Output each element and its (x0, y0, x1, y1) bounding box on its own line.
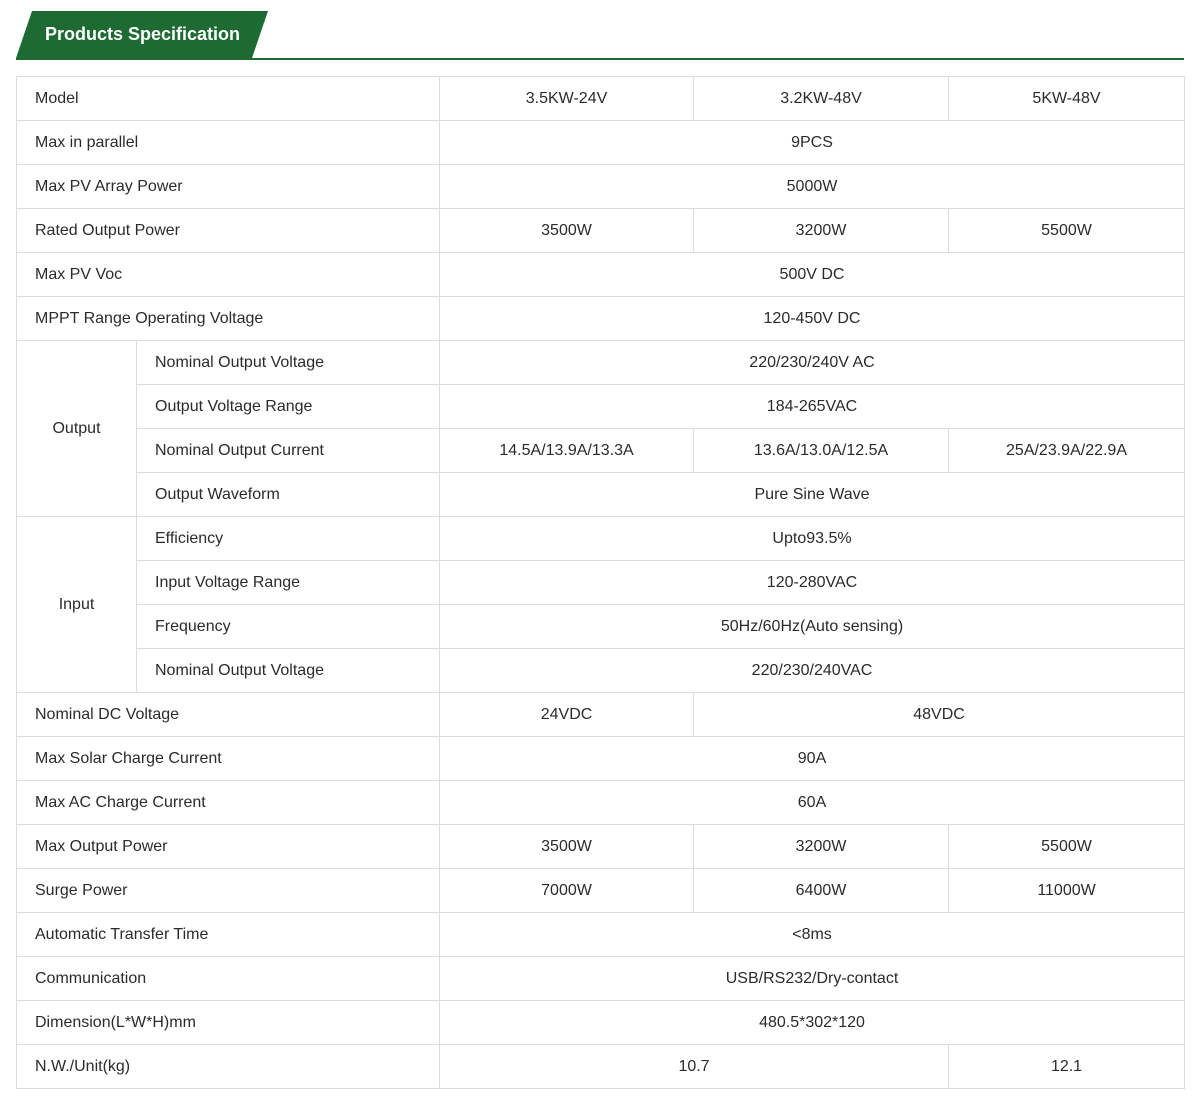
table-row-input-voltage-range (17, 561, 1185, 605)
row-value: 25A/23.9A/22.9A (949, 429, 1185, 473)
row-value: 6400W (694, 869, 949, 913)
row-label: Max Solar Charge Current (17, 737, 440, 781)
row-value: 9PCS (440, 121, 1185, 165)
table-row-output-nominal-current (17, 429, 1185, 473)
header-underline (16, 58, 1184, 60)
table-row-max-output-power (17, 825, 1185, 869)
table-row-nominal-dc-voltage (17, 693, 1185, 737)
row-label: Model (17, 77, 440, 121)
row-label: Nominal Output Voltage (137, 341, 440, 385)
group-label-output: Output (17, 341, 137, 517)
row-label: Automatic Transfer Time (17, 913, 440, 957)
row-value: 12.1 (949, 1045, 1185, 1089)
row-label: Frequency (137, 605, 440, 649)
table-row-max-in-parallel (17, 121, 1185, 165)
table-row-transfer-time (17, 913, 1185, 957)
group-label-input: Input (17, 517, 137, 693)
row-value: 13.6A/13.0A/12.5A (694, 429, 949, 473)
row-value: 5000W (440, 165, 1185, 209)
row-label: Max PV Voc (17, 253, 440, 297)
row-value: 24VDC (440, 693, 694, 737)
row-value: 220/230/240VAC (440, 649, 1185, 693)
table-row-mppt-range (17, 297, 1185, 341)
row-label: Surge Power (17, 869, 440, 913)
row-label: Nominal Output Current (137, 429, 440, 473)
row-value: 50Hz/60Hz(Auto sensing) (440, 605, 1185, 649)
row-value: 11000W (949, 869, 1185, 913)
model-name: 3.2KW-48V (694, 77, 949, 121)
table-row-output-waveform (17, 473, 1185, 517)
row-value: 3500W (440, 825, 694, 869)
table-row-net-weight (17, 1045, 1185, 1089)
table-row-max-solar-charge-current (17, 737, 1185, 781)
row-value: Upto93.5% (440, 517, 1185, 561)
row-label: Max Output Power (17, 825, 440, 869)
row-value: 5500W (949, 825, 1185, 869)
table-row-input-nominal-voltage (17, 649, 1185, 693)
row-label: MPPT Range Operating Voltage (17, 297, 440, 341)
table-row-input-efficiency (17, 517, 1185, 561)
row-value: <8ms (440, 913, 1185, 957)
table-row-dimension (17, 1001, 1185, 1045)
section-title: Products Specification (45, 24, 241, 44)
row-label: Output Waveform (137, 473, 440, 517)
row-value: 500V DC (440, 253, 1185, 297)
row-value: 120-450V DC (440, 297, 1185, 341)
row-label: Input Voltage Range (137, 561, 440, 605)
row-value: 120-280VAC (440, 561, 1185, 605)
row-value: 48VDC (694, 693, 1185, 737)
table-row-max-pv-array-power (17, 165, 1185, 209)
row-label: Nominal DC Voltage (17, 693, 440, 737)
row-value: 3500W (440, 209, 694, 253)
row-value: 5500W (949, 209, 1185, 253)
row-label: Rated Output Power (17, 209, 440, 253)
row-value: 60A (440, 781, 1185, 825)
table-row-max-pv-voc (17, 253, 1185, 297)
row-value: 3200W (694, 209, 949, 253)
spec-table (16, 76, 1185, 1089)
row-label: Max in parallel (17, 121, 440, 165)
row-value: 480.5*302*120 (440, 1001, 1185, 1045)
table-row-model (17, 77, 1185, 121)
row-value: 90A (440, 737, 1185, 781)
table-row-rated-output-power (17, 209, 1185, 253)
table-row-surge-power (17, 869, 1185, 913)
row-value: Pure Sine Wave (440, 473, 1185, 517)
row-label: Max PV Array Power (17, 165, 440, 209)
table-row-output-nominal-voltage (17, 341, 1185, 385)
row-value: 220/230/240V AC (440, 341, 1185, 385)
table-row-input-frequency (17, 605, 1185, 649)
row-label: Efficiency (137, 517, 440, 561)
row-value: 14.5A/13.9A/13.3A (440, 429, 694, 473)
row-label: Nominal Output Voltage (137, 649, 440, 693)
model-name: 5KW-48V (949, 77, 1185, 121)
row-label: Dimension(L*W*H)mm (17, 1001, 440, 1045)
table-row-communication (17, 957, 1185, 1001)
row-value: 7000W (440, 869, 694, 913)
row-label: Max AC Charge Current (17, 781, 440, 825)
section-header (16, 11, 1184, 60)
row-label: Communication (17, 957, 440, 1001)
model-name: 3.5KW-24V (440, 77, 694, 121)
table-row-output-voltage-range (17, 385, 1185, 429)
table-row-max-ac-charge-current (17, 781, 1185, 825)
row-value: 184-265VAC (440, 385, 1185, 429)
row-label: Output Voltage Range (137, 385, 440, 429)
row-label: N.W./Unit(kg) (17, 1045, 440, 1089)
row-value: 10.7 (440, 1045, 949, 1089)
row-value: 3200W (694, 825, 949, 869)
row-value: USB/RS232/Dry-contact (440, 957, 1185, 1001)
